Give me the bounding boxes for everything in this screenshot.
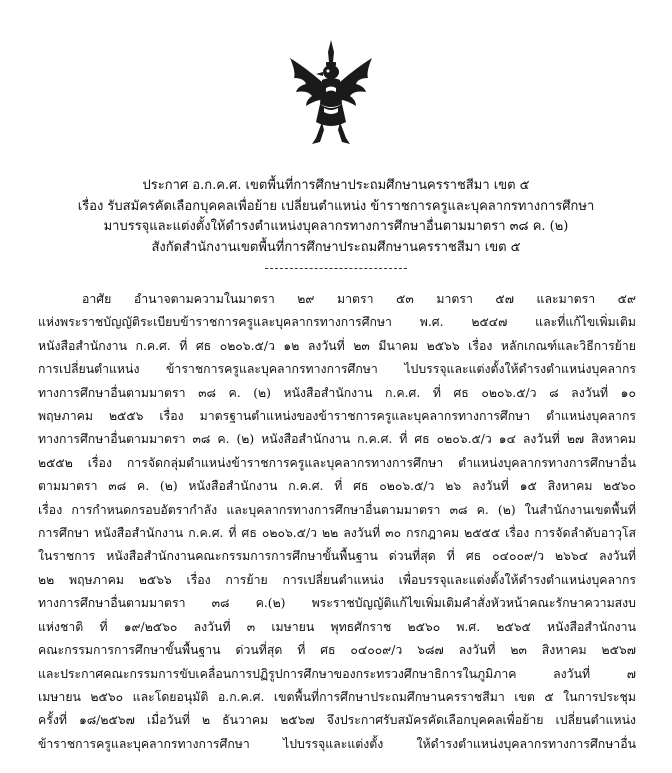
heading-line-1: ประกาศ อ.ก.ค.ศ. เขตพื้นที่การศึกษาประถมศึกษานครราชสีมา เขต ๕ bbox=[142, 178, 530, 193]
body-line: และประกาศคณะกรรมการขับเคลื่อนการปฏิรูปการศึกษาของกระทรวงศึกษาธิการในภูมิภาค ลงวันที่ ๗ bbox=[38, 666, 636, 681]
body-line: ตามมาตรา ๓๘ ค. (๒) หนังสือสำนักงาน ก.ค.ศ. ที่ ศธ ๐๒๐๖.๕/ว ๒๖ ลงวันที่ ๑๕ สิงหาคม ๒๕๖๐ bbox=[38, 479, 636, 494]
body-line: การเปลี่ยนตำแหน่ง ข้าราชการครูและบุคลากรทางการศึกษา ไปบรรจุและแต่งตั้งให้ดำรงตำแหน่งบุคลากร bbox=[38, 362, 636, 377]
body-line: ครั้งที่ ๑๘/๒๕๖๗ เมื่อวันที่ ๒ ธันวาคม ๒๕๖๗ จึงประกาศรับสมัครคัดเลือกบุคคลเพื่อย้าย เปลี่ยนตำแหน่ง bbox=[38, 713, 636, 728]
heading-line-4: สังกัดสำนักงานเขตพื้นที่การศึกษาประถมศึกษานครราชสีมา เขต ๕ bbox=[151, 239, 521, 255]
body-line: ๒๒ พฤษภาคม ๒๕๖๖ เรื่อง การย้าย การเปลี่ยนตำแหน่ง เพื่อบรรจุและแต่งตั้งให้ดำรงตำแหน่งบุคลากร bbox=[38, 572, 636, 587]
body-line: หนังสือสำนักงาน ก.ค.ศ. ที่ ศธ ๐๒๐๖.๕/ว ๑๒ ลงวันที่ ๒๓ มีนาคม ๒๕๖๖ เรื่อง หลักเกณฑ์และวิธีการย้าย bbox=[38, 338, 636, 353]
announcement-heading bbox=[40, 176, 632, 258]
announcement-body bbox=[38, 288, 636, 756]
body-line: แห่งชาติ ที่ ๑๙/๒๕๖๐ ลงวันที่ ๓ เมษายน พุทธศักราช ๒๕๖๐ พ.ศ. ๒๕๖๕ หนังสือสำนักงาน bbox=[38, 619, 636, 634]
body-line: คณะกรรมการการศึกษาขั้นพื้นฐาน ด่วนที่สุด ที่ ศธ ๐๔๐๐๙/ว ๖๘๗ ลงวันที่ ๒๓ สิงหาคม ๒๕๖๗ bbox=[38, 643, 636, 658]
garuda-emblem-icon bbox=[286, 38, 376, 146]
body-line: แห่งพระราชบัญญัติระเบียบข้าราชการครูและบุคลากรทางการศึกษา พ.ศ. ๒๕๔๗ และที่แก้ไขเพิ่มเติม bbox=[38, 315, 636, 330]
body-line: ข้าราชการครูและบุคลากรทางการศึกษา ไปบรรจุและแต่งตั้ง ให้ดำรงตำแหน่งบุคลากรทางการศึกษาอื่น bbox=[38, 736, 636, 751]
body-line: ทางการศึกษาอื่นตามมาตรา ๓๘ ค.(๒) พระราชบัญญัติแก้ไขเพิ่มเติมคำสั่งหัวหน้าคณะรักษาความสงบ bbox=[38, 596, 636, 611]
body-line: อาศัย อำนาจตามความในมาตรา ๒๙ มาตรา ๕๓ มาตรา ๕๗ และมาตรา ๕๙ bbox=[82, 292, 636, 306]
body-line: ทางการศึกษาอื่นตามมาตรา ๓๘ ค. (๒) หนังสือสำนักงาน ก.ค.ศ. ที่ ศธ ๐๒๐๖.๕/ว ๘ ลงวันที่ ๑๐ bbox=[38, 385, 636, 400]
separator-rule bbox=[265, 268, 407, 269]
body-line: เรื่อง การกำหนดกรอบอัตรากำลัง และบุคลากรทางการศึกษาอื่นตามมาตรา ๓๘ ค. (๒) ในสำนักงานเขตพื้นที่ bbox=[38, 502, 636, 517]
body-line: พฤษภาคม ๒๕๕๖ เรื่อง มาตรฐานตำแหน่งของข้าราชการครูและบุคลากรทางการศึกษา ตำแหน่งบุคลากร bbox=[38, 409, 636, 424]
body-line: การศึกษา หนังสือสำนักงาน ก.ค.ศ. ที่ ศธ ๐๒๐๖.๕/ว ๒๒ ลงวันที่ ๓๐ กรกฎาคม ๒๕๕๕ เรื่อง การจัดลำดับอาวุโส bbox=[38, 526, 636, 541]
body-line: เมษายน ๒๕๖๐ และโดยอนุมัติ อ.ก.ค.ศ. เขตพื้นที่การศึกษาประถมศึกษานครราชสีมา เขต ๕ ในการประชุม bbox=[38, 689, 636, 704]
heading-line-2: เรื่อง รับสมัครคัดเลือกบุคคลเพื่อย้าย เปลี่ยนตำแหน่ง ข้าราชการครูและบุคลากรทางการศึกษา bbox=[77, 198, 595, 214]
body-line: ๒๕๕๒ เรื่อง การจัดกลุ่มตำแหน่งข้าราชการครูและบุคลากรทางการศึกษา ตำแหน่งบุคลากรทางการศึกษาอื่น bbox=[38, 455, 636, 470]
body-line: ในราชการ หนังสือสำนักงานคณะกรรมการการศึกษาขั้นพื้นฐาน ด่วนที่สุด ที่ ศธ ๐๔๐๐๙/ว ๒๖๖๔ ลงวันที่ bbox=[38, 549, 636, 564]
heading-line-3: มาบรรจุและแต่งตั้งให้ดำรงตำแหน่งบุคลากรทางการศึกษาอื่นตามมาตรา ๓๘ ค. (๒) bbox=[103, 219, 569, 234]
body-line: ทางการศึกษาอื่นตามมาตรา ๓๘ ค. (๒) หนังสือสำนักงาน ก.ค.ศ. ที่ ศธ ๐๒๐๖.๕/ว ๑๔ ลงวันที่ ๒๗ สิงหาคม bbox=[38, 432, 636, 447]
